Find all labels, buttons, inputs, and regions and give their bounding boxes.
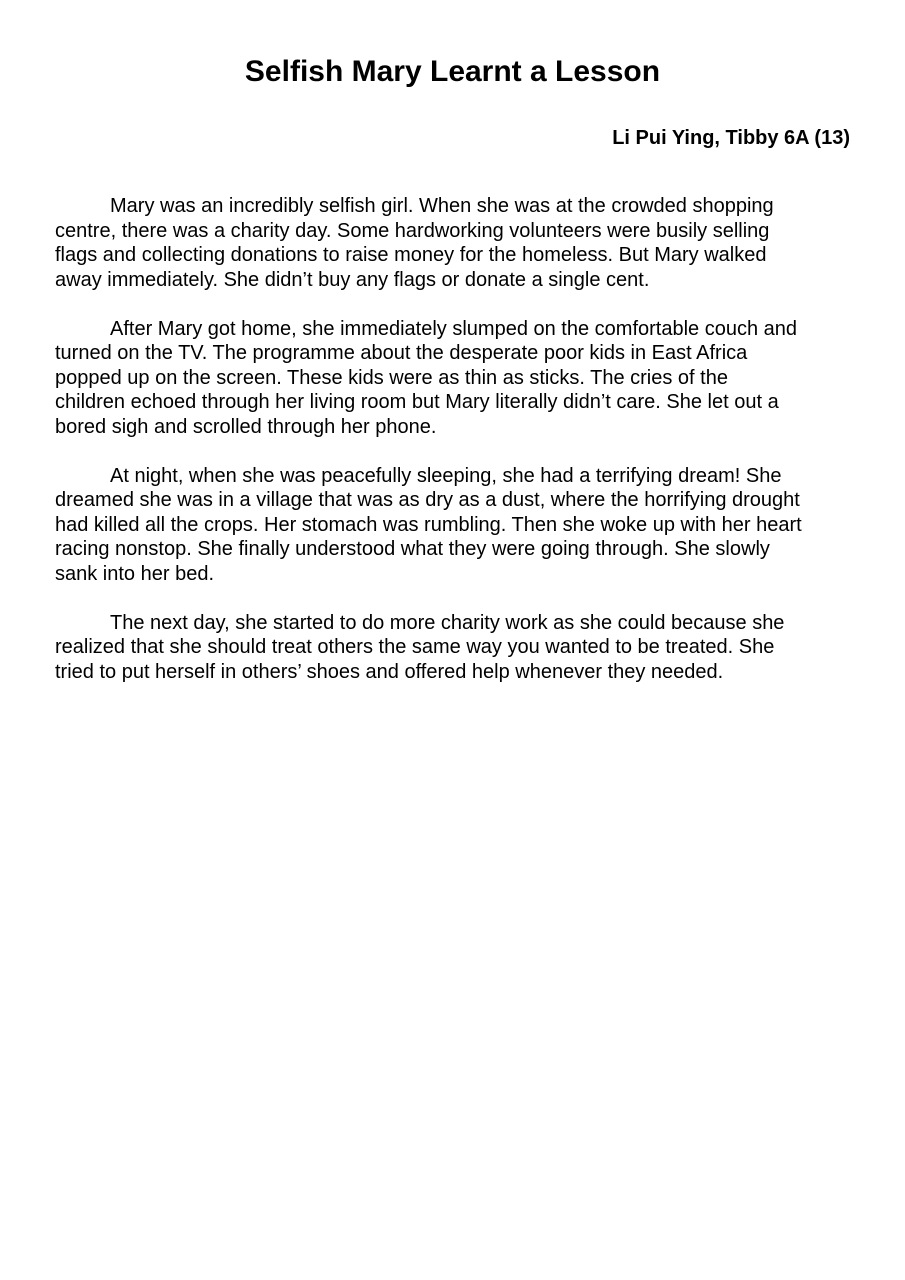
- paragraph-line: tried to put herself in others’ shoes and offered help whenever they needed.: [55, 660, 724, 683]
- paragraph-line: popped up on the screen. These kids were as thin as sticks. The cries of the: [55, 366, 728, 389]
- paragraph-line: turned on the TV. The programme about the desperate poor kids in East Africa: [55, 342, 748, 364]
- story-body: [55, 194, 855, 709]
- paragraph-line: away immediately. She didn’t buy any flags or donate a single cent.: [55, 268, 650, 291]
- paragraph-4: [55, 611, 855, 685]
- paragraph-line: The next day, she started to do more charity work as she could because she: [110, 611, 785, 634]
- paragraph-line: racing nonstop. She finally understood what they were going through. She slowly: [55, 538, 770, 560]
- paragraph-line: flags and collecting donations to raise money for the homeless. But Mary walked: [55, 244, 767, 266]
- paragraph-3: [55, 464, 855, 587]
- paragraph-1: [55, 194, 855, 292]
- paragraph-line: At night, when she was peacefully sleeping, she had a terrifying dream! She: [110, 464, 782, 487]
- paragraph-line: bored sigh and scrolled through her phone.: [55, 415, 437, 438]
- paragraph-line: had killed all the crops. Her stomach was rumbling. Then she woke up with her heart: [55, 513, 802, 536]
- paragraph-line: sank into her bed.: [55, 562, 214, 585]
- paragraph-line: children echoed through her living room but Mary literally didn’t care. She let out a: [55, 391, 779, 413]
- paragraph-line: Mary was an incredibly selfish girl. When she was at the crowded shopping: [110, 195, 774, 217]
- paragraph-line: dreamed she was in a village that was as dry as a dust, where the horrifying drought: [55, 489, 800, 511]
- paragraph-line: realized that she should treat others the same way you wanted to be treated. She: [55, 636, 775, 658]
- author-line: Li Pui Ying, Tibby 6A (13): [612, 127, 850, 149]
- document-title: Selfish Mary Learnt a Lesson: [244, 55, 661, 88]
- paragraph-line: centre, there was a charity day. Some hardworking volunteers were busily selling: [55, 219, 770, 242]
- paragraph-line: After Mary got home, she immediately slumped on the comfortable couch and: [110, 317, 798, 340]
- paragraph-2: [55, 317, 855, 440]
